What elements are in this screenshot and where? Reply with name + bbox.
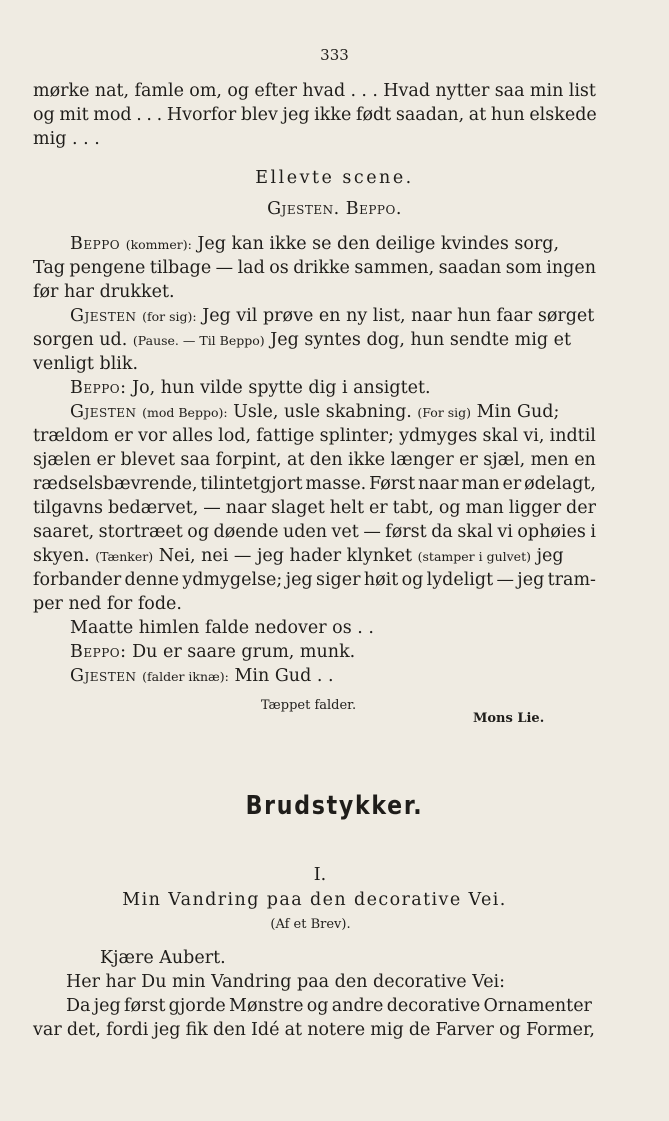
text-line: [33, 545, 564, 569]
text-line: tilgavns bedærvet, — naar slaget helt er tabt, og man ligger der: [33, 498, 596, 518]
dialogue-text: skyen.: [33, 546, 90, 566]
dialogue-text: Nei, nei — jeg hader klynket: [158, 546, 413, 566]
dialogue-text: sorgen ud.: [33, 330, 128, 350]
stage-direction: (falder iknæ):: [142, 669, 229, 684]
curtain-direction: Tæppet falder.: [260, 698, 357, 713]
dialogue-text: jeg: [536, 546, 564, 566]
stage-direction: (kommer):: [125, 237, 192, 252]
text-line: per ned for fode.: [33, 594, 182, 614]
scene-heading: Ellevte scene.: [255, 168, 414, 188]
stage-direction: (stamper i gulvet): [417, 549, 531, 564]
part-title: Min Vandring paa den decorative Vei.: [122, 890, 507, 910]
dialogue-line: [70, 233, 559, 257]
text-line: forbander denne ydmygelse; jeg siger høit og lydeligt — jeg tram-: [33, 570, 596, 590]
stage-direction: (mod Beppo):: [142, 405, 228, 420]
text-line: mørke nat, famle om, og efter hvad . . . Hvad nytter saa min list: [33, 81, 596, 101]
page-number: 333: [320, 46, 349, 64]
speaker-name: Beppo:: [70, 378, 127, 398]
dialogue-text: Jeg vil prøve en ny list, naar hun faar sørget: [202, 306, 595, 326]
dialogue-line: [70, 401, 559, 425]
scene-persons: Gjesten. Beppo.: [267, 199, 402, 219]
dialogue-text: Jeg syntes dog, hun sendte mig et: [270, 330, 571, 350]
speaker-name: Beppo:: [70, 642, 127, 662]
stage-direction: (For sig): [417, 405, 472, 420]
speaker-name: Beppo: [70, 234, 121, 254]
text-line: Maatte himlen falde nedover os . .: [70, 618, 374, 638]
text-line: rædselsbævrende, tilintetgjort masse. Først naar man er ødelagt,: [33, 474, 596, 494]
dialogue-text: Usle, usle skabning.: [233, 402, 412, 422]
text-line: var det, fordi jeg fik den Idé at notere mig de Farver og Former,: [33, 1020, 595, 1040]
part-numeral: I.: [313, 865, 327, 885]
text-line: trældom er vor alles lod, fattige splinter; ydmyges skal vi, indtil: [33, 426, 596, 446]
dialogue-line: [70, 305, 594, 329]
dialogue-text: Jo, hun vilde spytte dig i ansigtet.: [132, 378, 431, 398]
dialogue-line: [70, 665, 334, 689]
dialogue-text: Du er saare grum, munk.: [132, 642, 356, 662]
stage-direction: (Pause. — Til Beppo): [132, 333, 265, 348]
section-title: Brudstykker.: [245, 791, 424, 821]
dialogue-line: [70, 641, 355, 665]
text-line: Da jeg først gjorde Mønstre og andre decorative Ornamenter: [66, 996, 592, 1016]
text-line: før har drukket.: [33, 282, 175, 302]
text-line: Her har Du min Vandring paa den decorative Vei:: [66, 972, 506, 992]
text-line: saaret, stortræet og døende uden vet — først da skal vi ophøies i: [33, 522, 596, 542]
speaker-name: Gjesten: [70, 306, 137, 326]
dialogue-text: Jeg kan ikke se den deilige kvindes sorg,: [197, 234, 560, 254]
letter-salutation: Kjære Aubert.: [100, 948, 226, 968]
text-line: venligt blik.: [33, 354, 139, 374]
dialogue-text: Min Gud . .: [234, 666, 334, 686]
dialogue-text: Min Gud;: [476, 402, 560, 422]
dialogue-line: [70, 377, 431, 401]
stage-direction: (for sig):: [142, 309, 197, 324]
text-line: [33, 329, 571, 353]
speaker-name: Gjesten: [70, 402, 137, 422]
text-line: mig . . .: [33, 129, 100, 149]
text-line: og mit mod . . . Hvorfor blev jeg ikke født saadan, at hun elskede: [33, 105, 597, 125]
part-subtitle: (Af et Brev).: [270, 917, 351, 932]
stage-direction: (Tænker): [95, 549, 154, 564]
text-line: Tag pengene tilbage — lad os drikke sammen, saadan som ingen: [33, 258, 596, 278]
text-line: sjælen er blevet saa forpint, at den ikke længer er sjæl, men en: [33, 450, 596, 470]
speaker-name: Gjesten: [70, 666, 137, 686]
author-signature: Mons Lie.: [473, 711, 545, 726]
